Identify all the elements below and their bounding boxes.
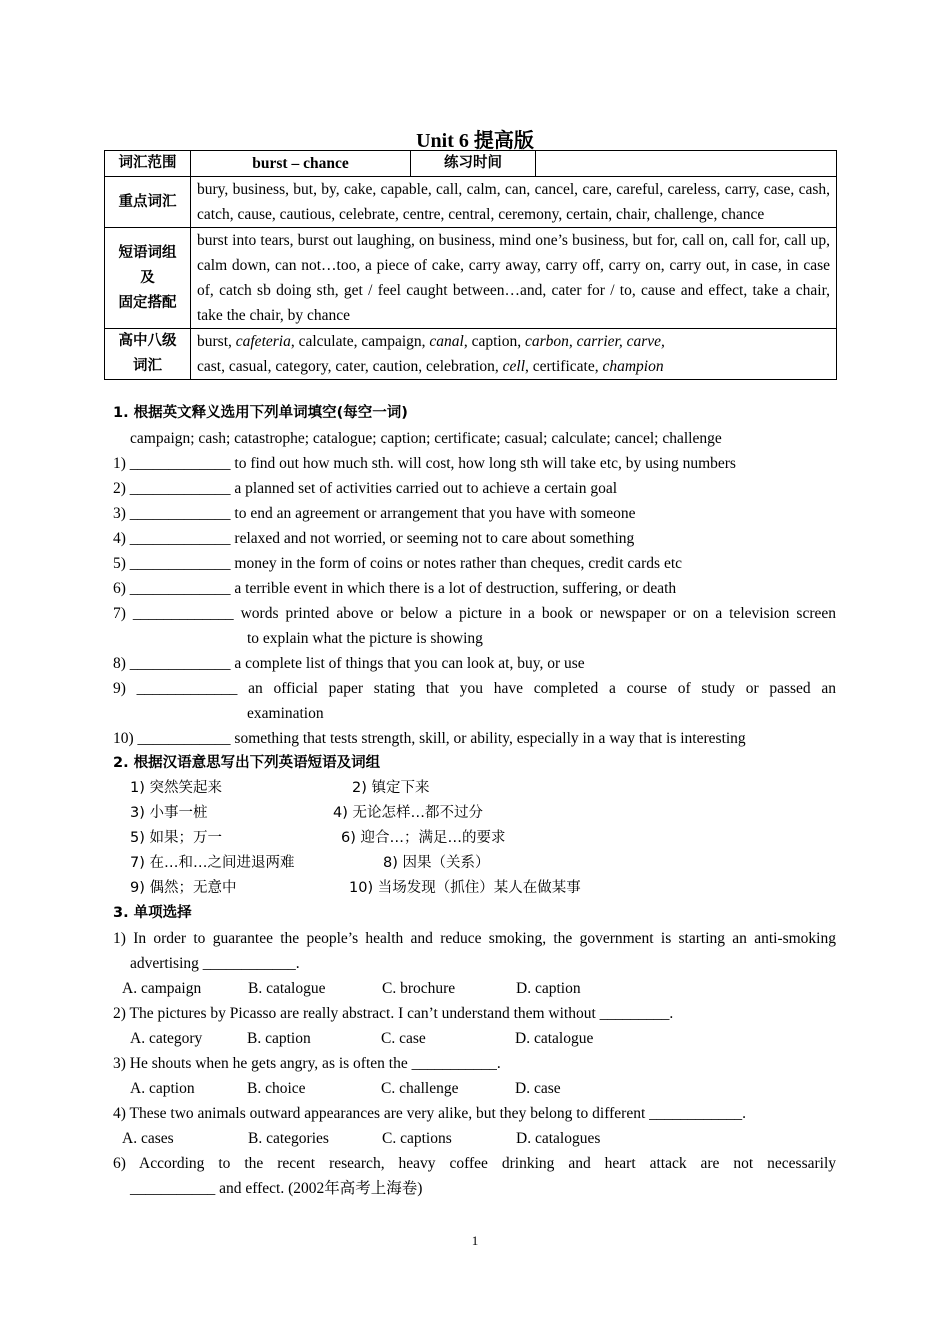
question-4: 4) These two animals outward appearances are very alike, but they belong to different ____________. (113, 1105, 747, 1122)
option: B. caption (247, 1030, 311, 1047)
level8-label (105, 329, 191, 380)
question-4-options (113, 1126, 836, 1151)
list-item: 8) _____________ a complete list of things that you can look at, buy, or use (113, 655, 585, 672)
option: C. brochure (382, 980, 456, 997)
table-header-row (105, 151, 837, 177)
range-label: 词汇范围 (105, 151, 191, 177)
option: A. caption (130, 1080, 195, 1097)
list-item: 4) _____________ relaxed and not worried, or seeming not to care about something (113, 530, 635, 547)
level8-line-1: burst, cafeteria, calculate, campaign, canal, caption, carbon, carrier, carve, (197, 333, 665, 350)
option: D. caption (516, 980, 581, 997)
phrases-text: burst into tears, burst out laughing, on business, mind one’s business, but for, call on, call for, call up, calm down, can not…too, a piece of cake, carry away, carry off, carry on, carry out, in case, in case of, catch sb doing sth, get / feel caught between…and, cater for / to, cause and effect, take a chair, take the chair, by chance (191, 228, 837, 329)
question-3-options (113, 1076, 836, 1101)
list-item: 10) ____________ something that tests strength, skill, or ability, especially in a way that is interesting (113, 730, 746, 747)
phrase-pair: 9) 偶然；无意中 10) 当场发现（抓住）某人在做某事 (130, 880, 581, 896)
list-item: 9) _____________ an official paper stating that you have completed a course of study or passed an (113, 680, 836, 697)
list-item: 2) _____________ a planned set of activities carried out to achieve a certain goal (113, 480, 617, 497)
exercise-body (113, 401, 836, 1201)
option: B. categories (248, 1130, 329, 1147)
list-item: 3) _____________ to end an agreement or arrangement that you have with someone (113, 505, 636, 522)
key-words-row (105, 177, 837, 228)
list-item: 6) _____________ a terrible event in which there is a lot of destruction, suffering, or death (113, 580, 677, 597)
phrase-pair: 7) 在…和…之间进退两难 8) 因果（关系） (130, 855, 490, 871)
question-6-continuation: ___________ and effect. (2002年高考上海卷) (130, 1180, 423, 1197)
time-value[interactable] (536, 151, 837, 177)
key-words-label: 重点词汇 (105, 177, 191, 228)
page-title: Unit 6 提高版 (416, 130, 534, 152)
page-number: 1 (471, 1233, 479, 1248)
option: D. catalogue (515, 1030, 594, 1047)
vocabulary-table (104, 150, 837, 380)
list-item: 1) _____________ to find out how much sth. will cost, how long sth will take etc, by using numbers (113, 455, 736, 472)
option: B. choice (247, 1080, 306, 1097)
list-item: 5) _____________ money in the form of coins or notes rather than cheques, credit cards etc (113, 555, 683, 572)
option: C. challenge (381, 1080, 459, 1097)
option: A. cases (122, 1130, 174, 1147)
level8-row (105, 329, 837, 380)
section-1-title: 1. 根据英文释义选用下列单词填空(每空一词) (113, 405, 408, 421)
option: A. category (130, 1030, 203, 1047)
list-item: 7) _____________ words printed above or below a picture in a book or newspaper or on a television screen (113, 605, 836, 622)
word-bank: campaign; cash; catastrophe; catalogue; caption; certificate; casual; calculate; cancel; challenge (130, 430, 722, 447)
list-item-continuation: examination (247, 705, 324, 722)
option: D. catalogues (516, 1130, 601, 1147)
phrases-label (105, 228, 191, 329)
phrases-label-line: 固定搭配 (118, 294, 177, 311)
phrases-label-line: 短语词组 (118, 244, 177, 261)
question-3: 3) He shouts when he gets angry, as is often the ___________. (113, 1055, 501, 1072)
time-label: 练习时间 (411, 151, 536, 177)
question-1-options (113, 976, 836, 1001)
question-2-options (113, 1026, 836, 1051)
option: C. captions (382, 1130, 452, 1147)
phrase-pair: 3) 小事一桩 4) 无论怎样…都不过分 (130, 805, 483, 821)
option: B. catalogue (248, 980, 326, 997)
question-2: 2) The pictures by Picasso are really abstract. I can’t understand them without _________. (113, 1005, 674, 1022)
level8-label-line: 词汇 (133, 358, 162, 374)
key-words-text: bury, business, but, by, cake, capable, call, calm, can, cancel, care, careful, careless, carry, case, cash, catch, cause, cautious, celebrate, centre, central, ceremony, certain, chair, challenge, chance (191, 177, 837, 228)
level8-label-line: 高中八级 (118, 333, 177, 349)
phrases-label-line: 及 (140, 269, 155, 286)
option: C. case (381, 1030, 426, 1047)
range-value: burst – chance (191, 151, 411, 177)
phrase-pair: 5) 如果；万一 6) 迎合…；满足…的要求 (130, 830, 506, 846)
section-3-title: 3. 单项选择 (113, 905, 192, 921)
phrase-pair: 1) 突然笑起来 2) 镇定下来 (130, 780, 430, 796)
question-6: 6) According to the recent research, heavy coffee drinking and heart attack are not necessarily (113, 1155, 836, 1172)
question-1-continuation: advertising ____________. (130, 955, 300, 972)
section-2-title: 2. 根据汉语意思写出下列英语短语及词组 (113, 755, 381, 771)
level8-text (191, 329, 837, 380)
question-1: 1) In order to guarantee the people’s health and reduce smoking, the government is starting an anti-smoking (113, 930, 836, 947)
level8-line-2: cast, casual, category, cater, caution, celebration, cell, certificate, champion (197, 358, 664, 375)
option: D. case (515, 1080, 561, 1097)
phrases-row (105, 228, 837, 329)
list-item-continuation: to explain what the picture is showing (247, 630, 483, 647)
option: A. campaign (122, 980, 202, 997)
